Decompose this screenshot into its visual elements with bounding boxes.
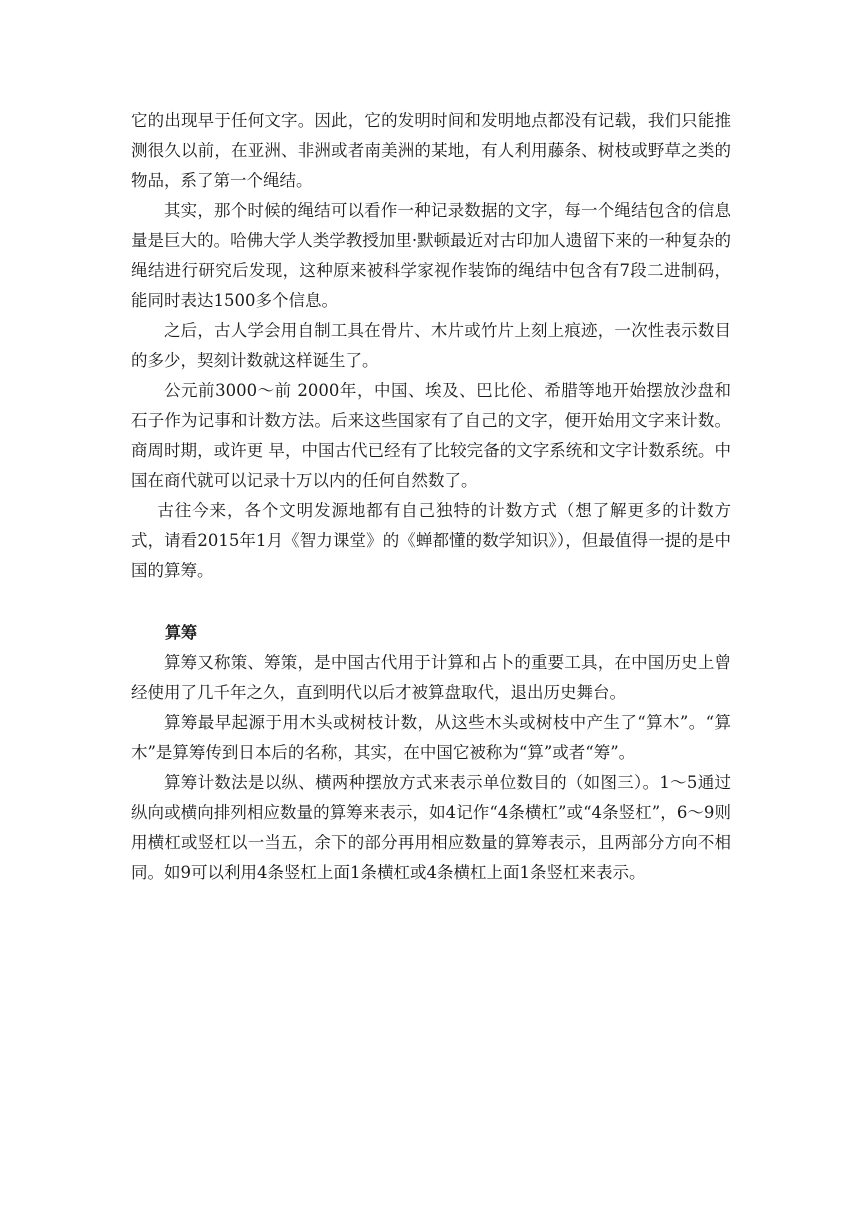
paragraph-rod-numerals: 算筹计数法是以纵、横两种摆放方式来表示单位数目的（如图三）。1～5通过纵向或横向排列相应数量的算筹来表示，如4记作“4条横杠”或“4条竖杠”，6～9则用横杠或竖杠以一当五，余下的部分再用相应数量的算筹表示，且两部分方向不相同。如9可以利用4条竖杠上面1条横杠或4条横杠上面1条竖杠来表示。 (131, 773, 731, 882)
section-heading-suanchou: 算筹 (165, 623, 198, 642)
paragraph-counting-methods: 古往今来，各个文明发源地都有自己独特的计数方式（想了解更多的计数方式，请看2015年1月《智力课堂》的《蝉都懂的数学知识》），但最值得一提的是中国的算筹。 (131, 501, 731, 580)
paragraph-tally-marks: 之后，古人学会用自制工具在骨片、木片或竹片上刻上痕迹，一次性表示数目的多少，契刻计数就这样诞生了。 (131, 321, 731, 370)
document-body (131, 106, 731, 888)
paragraph-rope-knot-origin: 它的出现早于任何文字。因此，它的发明时间和发明地点都没有记载，我们只能推测很久以前，在亚洲、非洲或者南美洲的某地，有人利用藤条、树枝或野草之类的物品，系了第一个绳结。 (131, 111, 731, 190)
paragraph-ancient-counting: 公元前3000～前 2000年，中国、埃及、巴比伦、希腊等地开始摆放沙盘和石子作为记事和计数方法。后来这些国家有了自己的文字，便开始用文字来计数。商周时期，或许更 早，中国古代已经有了比较完备的文字系统和文字计数系统。中国在商代就可以记录十万以内的任何自然数了。 (131, 381, 731, 490)
paragraph-suanchou-definition: 算筹又称策、筹策，是中国古代用于计算和占卜的重要工具，在中国历史上曾经使用了几千年之久，直到明代以后才被算盘取代，退出历史舞台。 (131, 653, 731, 702)
paragraph-inca-knots: 其实，那个时候的绳结可以看作一种记录数据的文字，每一个绳结包含的信息量是巨大的。哈佛大学人类学教授加里·默顿最近对古印加人遗留下来的一种复杂的绳结进行研究后发现，这种原来被科学家视作装饰的绳结中包含有7段二进制码，能同时表达1500多个信息。 (131, 201, 731, 310)
paragraph-suanmu-origin: 算筹最早起源于用木头或树枝计数，从这些木头或树枝中产生了“算木”。“算木”是算筹传到日本后的名称，其实，在中国它被称为“算”或者“筹”。 (131, 713, 731, 762)
